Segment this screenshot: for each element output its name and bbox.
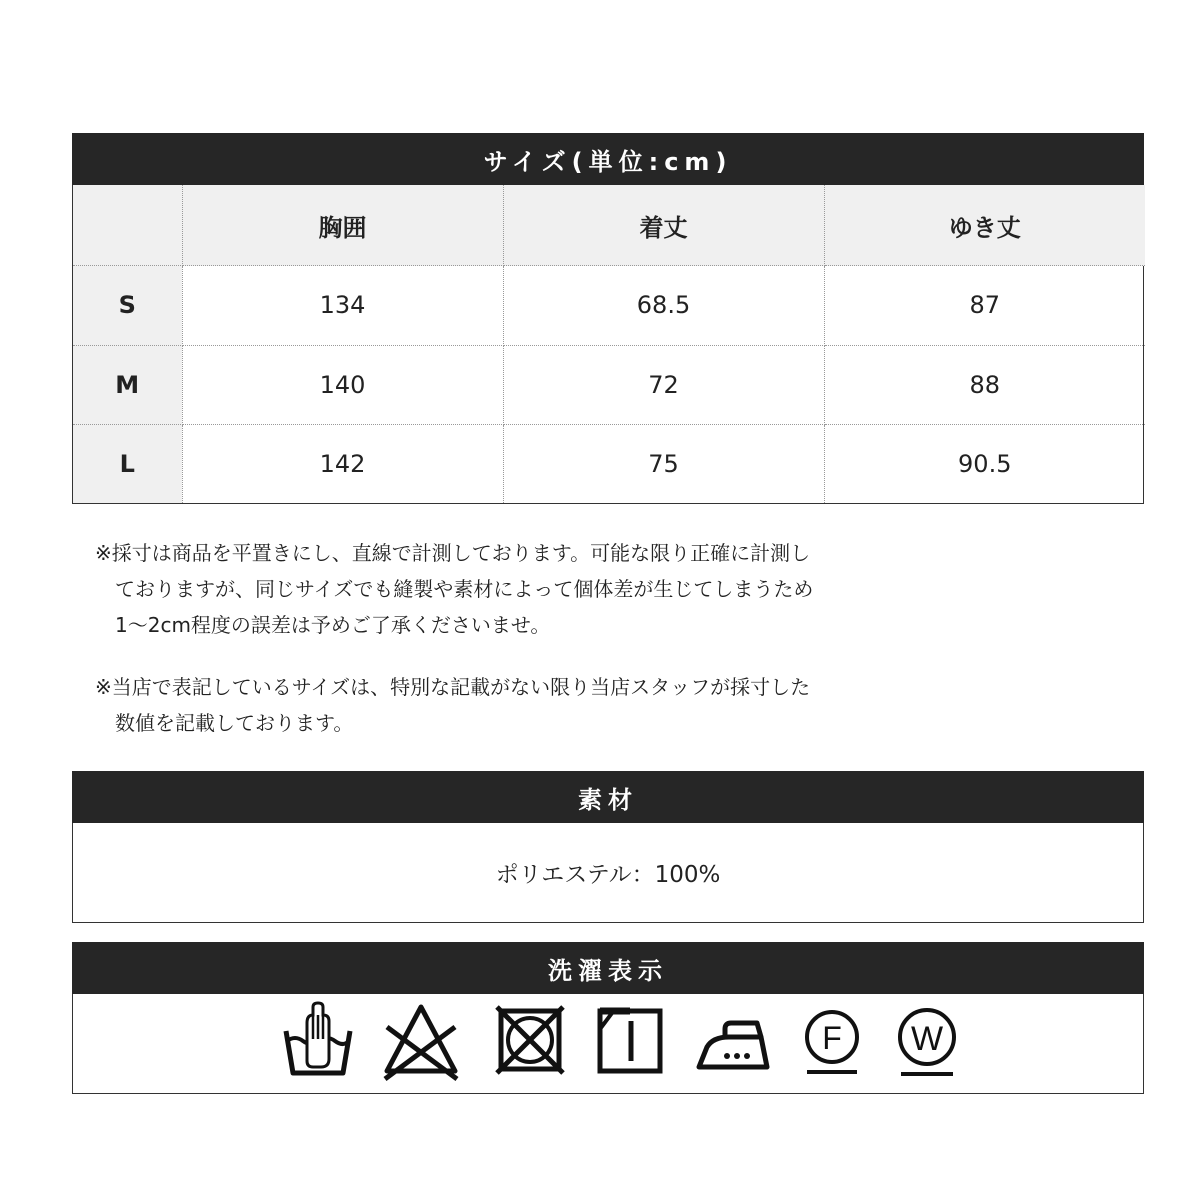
column-header-chest: 胸囲 [182,185,503,266]
chest-value: 140 [182,345,503,425]
no-tumble-dry-icon [495,999,565,1079]
dry-clean-f-icon [801,999,863,1081]
sleeve-value: 90.5 [958,450,1012,479]
size-table [72,185,1144,504]
hand-wash-icon [283,999,353,1083]
iron-low-icon [693,999,775,1079]
size-label: L [73,425,182,503]
wet-clean-w-icon [895,999,959,1081]
no-bleach-icon [381,999,461,1083]
note-line: 1〜2cm程度の誤差は予めご了承くださいませ。 [95,613,551,637]
table-row [73,266,1145,346]
length-value: 72 [503,345,824,425]
column-header-sleeve: ゆき丈 [824,185,1145,266]
table-row [73,425,1145,503]
dry-clean-letter: F [822,1020,842,1056]
size-section-title: サイズ(単位:cm) [72,133,1144,185]
sleeve-value: 88 [824,345,1145,425]
note-line: ※当店で表記しているサイズは、特別な記載がない限り当店スタッフが採寸した [95,675,811,699]
measurement-note [95,535,813,643]
column-header-length: 着丈 [503,185,824,266]
chest-value: 142 [182,425,503,503]
sleeve-value: 87 [824,266,1145,346]
material-section-title: 素材 [72,771,1144,823]
note-line: ※採寸は商品を平置きにし、直線で計測しております。可能な限り正確に計測し [95,541,811,565]
size-label: M [73,345,182,425]
care-section-title: 洗濯表示 [72,942,1144,994]
care-icons-row [72,994,1144,1094]
size-label: S [73,266,182,346]
table-row [73,345,1145,425]
length-value: 75 [503,425,824,503]
note-line: 数値を記載しております。 [95,711,354,735]
length-value: 68.5 [503,266,824,346]
material-value: ポリエステル：100% [72,823,1144,923]
note-line: ておりますが、同じサイズでも縫製や素材によって個体差が生じてしまうため [95,577,814,601]
column-header-blank [73,185,182,266]
chest-value: 134 [182,266,503,346]
table-header-row [73,185,1145,266]
wet-clean-letter: W [910,1020,944,1058]
size-source-note [95,669,810,741]
line-dry-shade-icon [595,999,665,1079]
